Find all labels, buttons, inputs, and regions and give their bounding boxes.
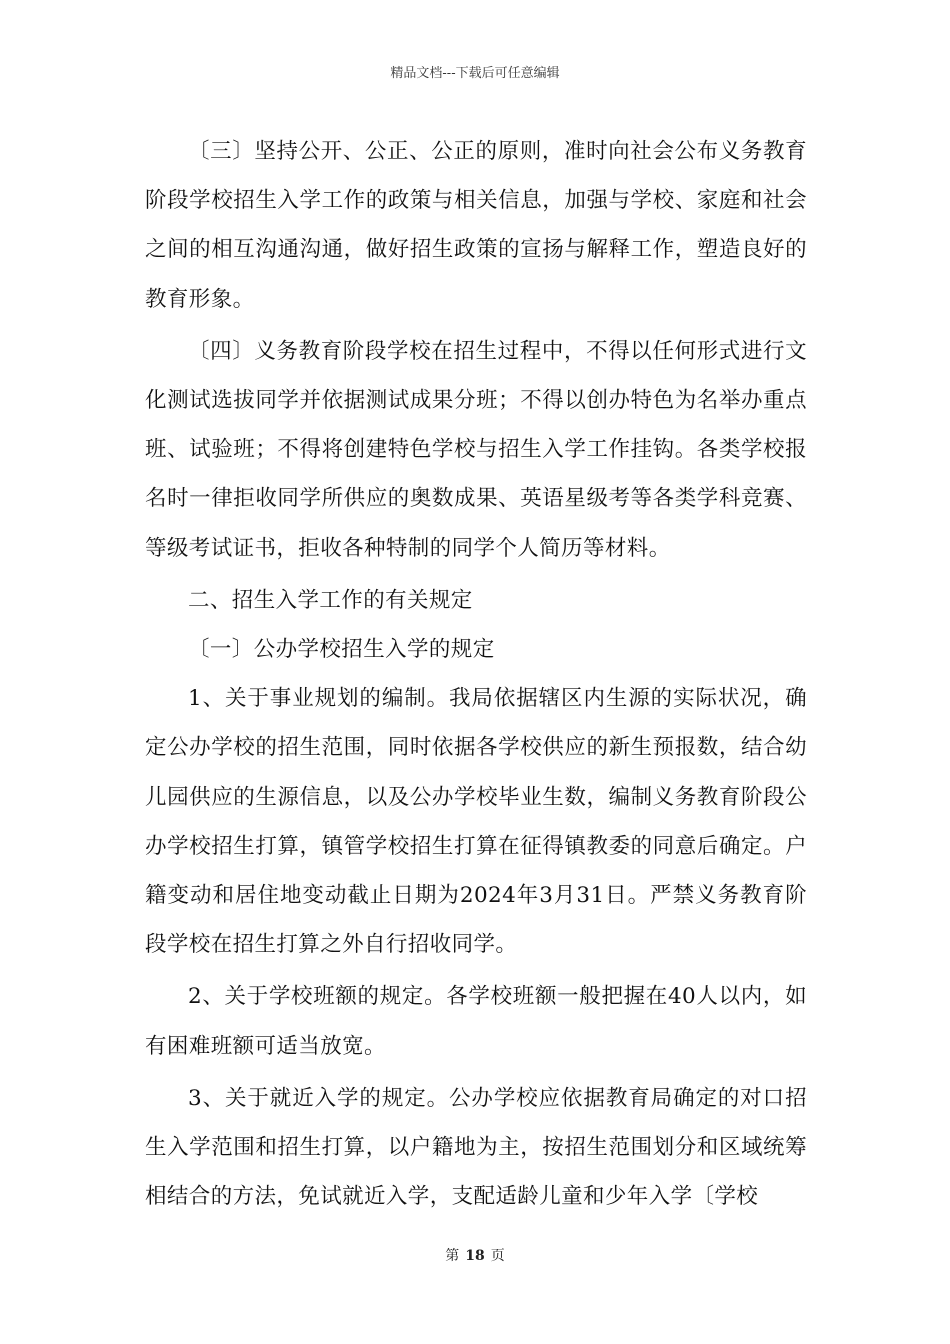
paragraph-item-1: 1、关于事业规划的编制。我局依据辖区内生源的实际状况，确定公办学校的招生范围，同时依据各学校供应的新生预报数，结合幼儿园供应的生源信息，以及公办学校毕业生数，编制义务教育阶段公办学校招生打算，镇管学校招生打算在征得镇教委的同意后确定。户籍变动和居住地变动截止日期为2024年3月31日。严禁义务教育阶段学校在招生打算之外自行招收同学。 (145, 686, 807, 958)
section-heading-2: 二、招生入学工作的有关规定 (188, 587, 473, 613)
page-number: 18 (465, 1248, 485, 1264)
page-number-prefix: 第 (445, 1248, 460, 1264)
document-body (145, 127, 807, 1221)
paragraph-si: 〔四〕义务教育阶段学校在招生过程中，不得以任何形式进行文化测试选拔同学并依据测试成果分班；不得以创办特色为名举办重点班、试验班；不得将创建特色学校与招生入学工作挂钩。各类学校报名时一律拒收同学所供应的奥数成果、英语星级考等各类学科竞赛、等级考试证书，拒收各种特制的同学个人简历等材料。 (145, 338, 807, 561)
paragraph-san: 〔三〕坚持公开、公正、公正的原则，准时向社会公布义务教育阶段学校招生入学工作的政策与相关信息，加强与学校、家庭和社会之间的相互沟通沟通，做好招生政策的宣扬与解释工作，塑造良好的教育形象。 (145, 139, 807, 312)
page-header: 精品文档---下载后可任意编辑 (390, 66, 560, 81)
page-number-suffix: 页 (490, 1248, 505, 1264)
paragraph-item-3: 3、关于就近入学的规定。公办学校应依据教育局确定的对口招生入学范围和招生打算，以户籍地为主，按招生范围划分和区域统筹相结合的方法，免试就近入学，支配适龄儿童和少年入学〔学校 (145, 1085, 807, 1210)
paragraph-item-2: 2、关于学校班额的规定。各学校班额一般把握在40人以内，如有困难班额可适当放宽。 (145, 984, 807, 1059)
page-footer (0, 1247, 950, 1265)
subsection-heading-1: 〔一〕公办学校招生入学的规定 (188, 637, 495, 663)
